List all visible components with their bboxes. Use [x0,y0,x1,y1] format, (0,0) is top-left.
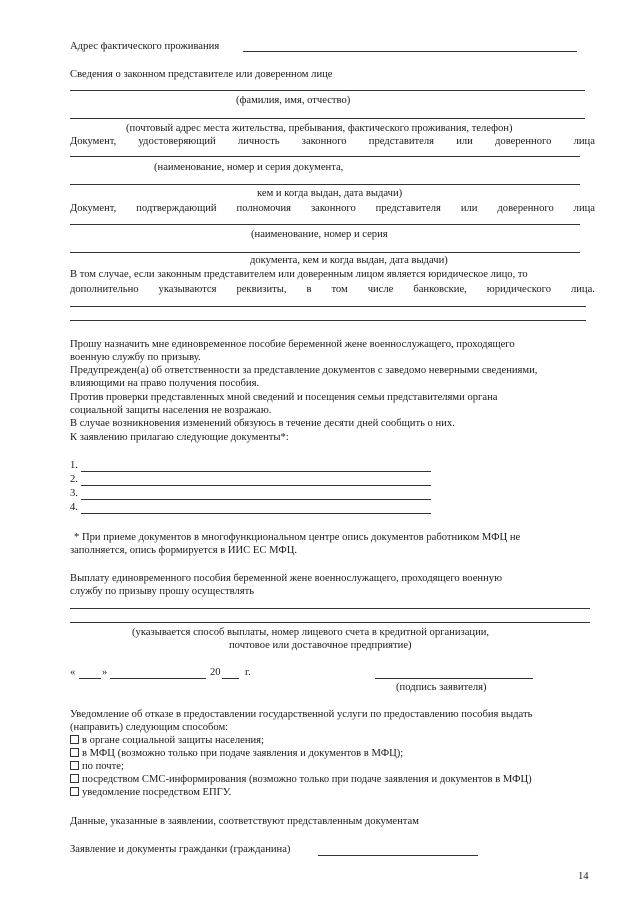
date-year-prefix: 20 [210,667,221,678]
doc-identity-heading [70,135,595,148]
legal-entity-word: реквизиты, [236,284,287,295]
doc-identity-word: лица [573,136,595,147]
hint-doc-2: кем и когда выдан, дата выдачи) [257,188,403,199]
doc-authority-word: полномочия [236,203,292,214]
payout-field-2[interactable] [70,622,590,623]
legal-entity-word: банковские, [413,284,467,295]
legal-entity-word: том [331,284,348,295]
doc-authority-word: законного [310,203,356,214]
notify-option-label: уведомление посредством ЕПГУ. [82,787,232,798]
doc-identity-word: или [456,136,473,147]
date-suffix: г. [245,667,251,678]
notify-option-epgu[interactable] [70,786,231,799]
date-day-field[interactable] [79,678,101,679]
checkbox-icon[interactable] [70,774,79,783]
legal-entity-word: лица. [570,284,595,295]
doc-number: 2. [70,474,78,485]
legal-entity-line-1: В том случае, если законным представителем или доверенным лицом является юридическое лицо, то [70,269,528,280]
doc-authority-line-1[interactable] [70,224,580,225]
warned-line-1: Предупрежден(а) об ответственности за представление документов с заведомо неверными сведениями, [70,365,538,376]
date-open-quote: « [70,667,76,678]
signature-field[interactable] [375,678,533,679]
attach-label: К заявлению прилагаю следующие документы*: [70,432,289,443]
notify-line-1: Уведомление об отказе в предоставлении государственной услуги по предоставлению пособия выдать [70,709,533,720]
footnote-line-1: * При приеме документов в многофункциональном центре опись документов работником МФЦ не [74,532,521,543]
doc-authority-word: представителя [375,203,441,214]
legal-entity-word: числе [367,284,394,295]
change-line: В случае возникновения изменений обязуюсь в течение десяти дней сообщить о них. [70,418,455,429]
doc-identity-word: законного [301,136,347,147]
hint-address: (почтовый адрес места жительства, пребывания, фактического проживания, телефон) [126,123,513,134]
address-field-line[interactable] [243,51,577,52]
doc-authority-line-2[interactable] [70,252,580,253]
doc-authority-word: Документ, [70,203,117,214]
hint-payout-1: (указывается способ выплаты, номер лицевого счета в кредитной организации, [132,627,490,638]
hint-signature: (подпись заявителя) [396,682,487,693]
hint-fio: (фамилия, имя, отчество) [236,95,351,106]
doc-number: 3. [70,488,78,499]
date-year-field[interactable] [222,678,239,679]
doc-authority-word: или [460,203,478,214]
applicant-name-field[interactable] [318,855,478,856]
doc-identity-line-1[interactable] [70,156,580,157]
payout-field-1[interactable] [70,608,590,609]
check-line-2: социальной защиты населения не возражаю. [70,405,272,416]
notify-option-label: по почте; [82,761,124,772]
hint-auth-2: документа, кем и когда выдан, дата выдачи) [250,255,448,266]
applicant-docs-label: Заявление и документы гражданки (гражданина) [70,844,291,855]
notify-option-post[interactable] [70,760,124,773]
page-number: 14 [578,871,589,882]
legal-entity-word: юридического [486,284,552,295]
legal-entity-field-2[interactable] [70,320,586,321]
legal-entity-word: в [306,284,312,295]
date-month-field[interactable] [110,678,206,679]
attached-doc-line-1[interactable] [81,471,431,472]
doc-identity-word: Документ, [70,136,117,147]
legal-entity-line-2 [70,283,595,296]
notify-option-social[interactable] [70,734,264,747]
notify-line-2: (направить) следующим способом: [70,722,229,733]
payout-line-2: службу по призыву прошу осуществлять [70,586,255,597]
request-line-2: военную службу по призыву. [70,352,201,363]
doc-identity-word: удостоверяющий [138,136,216,147]
legal-entity-word: указываются [158,284,217,295]
checkbox-icon[interactable] [70,748,79,757]
doc-identity-word: представителя [368,136,435,147]
doc-identity-word: личность [237,136,280,147]
check-line-1: Против проверки представленных мной сведений и посещения семьи представителями органа [70,392,498,403]
hint-doc-1: (наименование, номер и серия документа, [154,162,344,173]
doc-authority-word: подтверждающий [136,203,217,214]
doc-authority-heading [70,202,595,215]
notify-option-label: посредством СМС-информирования (возможно только при подаче заявления и документов в МФЦ) [82,774,532,785]
payout-line-1: Выплату единовременного пособия беременной жене военнослужащего, проходящего военную [70,573,502,584]
attached-doc-line-4[interactable] [81,513,431,514]
checkbox-icon[interactable] [70,735,79,744]
legal-entity-field-1[interactable] [70,306,586,307]
doc-authority-word: лица [573,203,595,214]
doc-identity-word: доверенного [495,136,552,147]
warned-line-2: влияющими на право получения пособия. [70,378,260,389]
hint-payout-2: почтовое или доставочное предприятие) [229,640,412,651]
request-line-1: Прошу назначить мне единовременное пособие беременной жене военнослужащего, проходящего [70,339,515,350]
attached-doc-line-3[interactable] [81,499,431,500]
attached-doc-line-2[interactable] [81,485,431,486]
doc-identity-line-2[interactable] [70,184,580,185]
doc-authority-word: доверенного [497,203,554,214]
doc-number: 4. [70,502,78,513]
rep-address-line[interactable] [70,118,585,119]
legal-entity-word: дополнительно [70,284,139,295]
hint-auth-1: (наименование, номер и серия [251,229,388,240]
rep-heading: Сведения о законном представителе или доверенном лице [70,69,333,80]
address-label: Адрес фактического проживания [70,41,220,52]
notify-option-sms[interactable] [70,773,532,786]
rep-name-line[interactable] [70,90,585,91]
conformity-line: Данные, указанные в заявлении, соответствуют представленным документам [70,816,419,827]
footnote-line-2: заполняется, опись формируется в ИИС ЕС МФЦ. [70,545,298,556]
checkbox-icon[interactable] [70,761,79,770]
date-close-quote: » [102,667,108,678]
notify-option-label: в органе социальной защиты населения; [82,735,265,746]
notify-option-label: в МФЦ (возможно только при подаче заявления и документов в МФЦ); [82,748,404,759]
notify-option-mfc[interactable] [70,747,403,760]
checkbox-icon[interactable] [70,787,79,796]
doc-number: 1. [70,460,78,471]
